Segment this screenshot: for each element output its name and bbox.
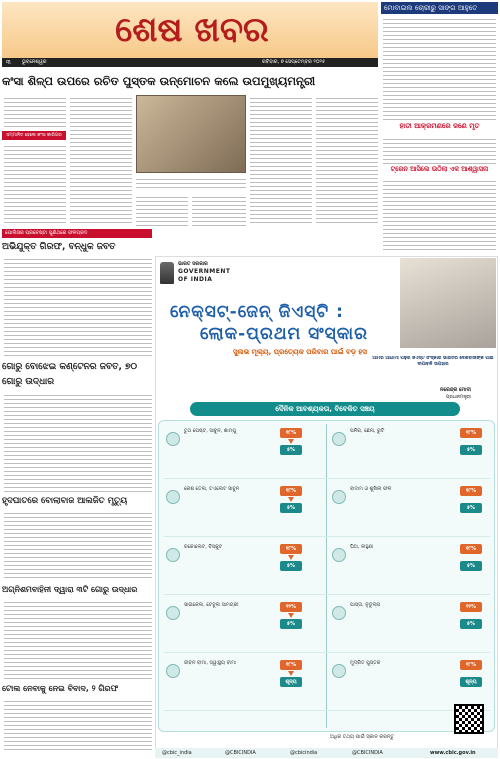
masthead-title: ଶେଷ ଖବର	[115, 10, 269, 50]
arrow-down-icon	[288, 613, 294, 618]
lead-text-col4	[192, 194, 246, 226]
city-name: ଭୁବନେଶ୍ୱର	[22, 59, 47, 65]
arrow-down-icon	[288, 555, 294, 560]
story-2-headline: ଗୋରୁ ବୋଝେଇ କଣ୍ଟେନର ଜବତ, ୭୦ ଗୋରୁ ଉଦ୍ଧାର	[2, 362, 138, 387]
pm-title: ପ୍ରଧାନମନ୍ତ୍ରୀ	[446, 395, 471, 400]
lead-text-col6	[316, 95, 378, 225]
rate-to-badge: ୫%	[280, 503, 302, 513]
goi-hindi-label: ଭାରତ ସରକାର	[178, 261, 208, 267]
story-3-text	[4, 510, 152, 580]
story-1-kicker: ପୋଲିସର ପ୍ରଚେଷ୍ଟା ପୁଣିଥରେ ଫଳପ୍ରଦ	[2, 229, 152, 238]
pm-quote: ଆମର ଆଗାମୀ ପିଢ଼ିର ଜିଏସ୍‌ଟି ସଂସ୍କାର ଭାରତର ଦେଶବାସୀଙ୍କ ପାଇଁ ଦୀପାବଳି ଉପହାର	[372, 356, 494, 367]
story-1-text	[4, 256, 152, 356]
rate-to-badge-right: ୫%	[460, 561, 482, 571]
rate-to-badge-right: ଶୂନ୍ୟ	[460, 677, 482, 687]
rate-to-badge: ଶୂନ୍ୟ	[280, 677, 302, 687]
lead-text-col1	[4, 95, 66, 129]
right-story-1-text	[383, 16, 496, 120]
product-icon	[166, 490, 180, 504]
prime-minister-portrait	[400, 258, 496, 348]
page-number: ୩	[6, 59, 11, 66]
row-right-items: ବାଦାମ ଓ ଶୁଖିଲା ଫଳ	[350, 486, 392, 492]
rate-from-badge-right: ୧୨%	[460, 602, 482, 612]
arrow-down-icon	[288, 497, 294, 502]
arrow-down-icon	[288, 671, 294, 676]
lead-headline: କଂସା ଶିଳ୍ପ ଉପରେ ରଚିତ ପୁସ୍ତକ ଉନ୍ମୋଚନ କଲେ ଉପମୁଖ୍ୟମନ୍ତ୍ରୀ	[2, 74, 316, 88]
product-icon	[166, 548, 180, 562]
product-icon	[332, 664, 346, 678]
right-headline-1: ମୋବାଇଲ ଚୋରୀରୁ ସାଙ୍ଗ ଆହୁତେ	[381, 2, 498, 14]
rate-from-badge: ୧୨%	[280, 602, 302, 612]
ad-subline: ସୁଲଭ ମୂଲ୍ୟ, ପ୍ରତ୍ୟେକ ପରିବାର ପାଇଁ ବଡ଼ ହସ	[232, 348, 367, 356]
row-right-items: ମୁଦ୍ରିତ ପୁସ୍ତକ	[350, 660, 381, 666]
right-story-3-text	[383, 178, 496, 252]
pm-name: ନରେନ୍ଦ୍ର ମୋଦୀ	[440, 387, 471, 393]
rate-from-badge: ୧୮%	[280, 486, 302, 496]
row-separator	[164, 710, 490, 711]
goi-emblem-icon	[160, 262, 174, 284]
ad-headline-line2: ଲୋକ-ପ୍ରଥମ ସଂସ୍କାର	[200, 324, 369, 344]
story-4-text	[4, 599, 152, 679]
goi-label-line2: GOVERNMENT	[178, 268, 231, 275]
row-right-items: ପାସ୍ତା, ନୁଡୁଲ୍ସ	[350, 602, 381, 608]
section-title-banner: ଦୈନିକ ଆବଶ୍ୟକତା, ବିବେକିତ ସଞ୍ଚୟ	[190, 402, 460, 416]
savings-divider	[326, 424, 327, 728]
story-1-headline: ଅଭିଯୁକ୍ତ ଗିରଫ, ବନ୍ଧୁକ ଜବତ	[2, 242, 116, 252]
rate-from-badge-right: ୧୮%	[460, 428, 482, 438]
row-left-items: ସାଇକେଲ, ଟେବୁଲ ସାମଗ୍ରୀ	[184, 602, 239, 608]
lead-photo-caption	[136, 176, 246, 190]
right-headline-3: ଟ୍ରେନ ଆସିଲେ ଉଠିଲା ଏକ ଆଶ୍ୱାସନା	[390, 165, 489, 173]
lead-subhead: ସମ୍ମାନିତ ହେଲେ କଂସା କାରିଗର	[2, 131, 66, 140]
lead-text-col1b	[4, 143, 66, 225]
row-right-items: ଘିଅ, ଲହୁଣୀ	[350, 544, 374, 550]
product-icon	[332, 606, 346, 620]
product-icon	[166, 664, 180, 678]
lead-text-col2	[70, 95, 132, 225]
story-3-headline: ହୃଦଘାତରେ ବୋଲାବାଜ ଆଲଜିତ ମୃତ୍ୟୁ	[2, 496, 128, 506]
product-icon	[166, 432, 180, 446]
social-handle-instagram[interactable]: @cbicindia	[290, 750, 318, 756]
goi-label-line3: OF INDIA	[178, 276, 213, 283]
rate-from-badge-right: ୧୮%	[460, 486, 482, 496]
social-handle-youtube[interactable]: @CBICINDIA	[352, 750, 383, 756]
rate-to-badge: ୫%	[280, 561, 302, 571]
rate-from-badge: ୧୮%	[280, 660, 302, 670]
edition-date: ରବିବାର, ୭ ସେପ୍ଟେମ୍ବର ୨୦୨୫	[262, 59, 326, 65]
story-2-text	[4, 392, 152, 492]
row-left-items: ଚକୋଲେଟ, ବିସ୍କୁଟ	[184, 544, 223, 550]
product-icon	[332, 490, 346, 504]
rate-to-badge: ୫%	[280, 619, 302, 629]
row-left-items: ଟୁଥ ପେଷ୍ଟ, ସାବୁନ, ଶାମ୍ପୁ	[184, 428, 237, 434]
website-link[interactable]: www.cbic.gov.in	[430, 750, 476, 756]
lead-photo	[136, 95, 246, 173]
story-5-text	[4, 698, 152, 753]
row-left-items: ଜୀବନ ବୀମା, ସ୍ୱାସ୍ଥ୍ୟ ବୀମା	[184, 660, 237, 666]
social-handle-x[interactable]: @cbic_india	[162, 750, 192, 756]
row-separator	[164, 478, 490, 479]
product-icon	[332, 548, 346, 562]
rate-from-badge: ୧୮%	[280, 428, 302, 438]
rate-to-badge: ୫%	[280, 445, 302, 455]
row-separator	[164, 536, 490, 537]
arrow-down-icon	[288, 439, 294, 444]
qr-code[interactable]	[454, 704, 484, 734]
lead-text-col5	[250, 95, 312, 225]
ad-headline-line1: ନେକ୍ସଟ୍-ଜେନ୍ ଜିଏସ୍‌ଟି :	[170, 302, 344, 322]
rate-to-badge-right: ୫%	[460, 503, 482, 513]
right-story-2-text	[383, 136, 496, 164]
rate-from-badge: ୧୮%	[280, 544, 302, 554]
rate-to-badge-right: ୫%	[460, 619, 482, 629]
rate-from-badge-right: ୧୮%	[460, 660, 482, 670]
product-icon	[332, 432, 346, 446]
social-handle-facebook[interactable]: @CBICINDIA	[225, 750, 256, 756]
row-separator	[164, 594, 490, 595]
rate-from-badge-right: ୧୮%	[460, 544, 482, 554]
product-icon	[166, 606, 180, 620]
ad-footnote: ଅଧିକ ତଥ୍ୟ ପାଇଁ ସ୍କାନ କରନ୍ତୁ	[330, 734, 394, 740]
row-separator	[164, 652, 490, 653]
story-4-headline: ଅଗ୍ନିଶମବାହିନୀ ଦ୍ୱାରା ୩ଟି ଗୋରୁ ଉଦ୍ଧାର	[2, 585, 138, 594]
lead-text-col3	[136, 194, 188, 226]
row-right-items: ପନିର, ଛେନା, ରୁଟି	[350, 428, 385, 434]
rate-to-badge-right: ୫%	[460, 445, 482, 455]
right-headline-2: ହାତୀ ଆକ୍ରମଣରେ ଜଣେ ମୃତ	[399, 122, 480, 130]
story-5-headline: ଟୋଲ ନେବାକୁ ନେଇ ବିବାଦ, ୨ ଗିରଫ	[2, 684, 119, 693]
row-left-items: କେଶ ତେଲ, ଟଏଲେଟ ସାବୁନ	[184, 486, 240, 492]
